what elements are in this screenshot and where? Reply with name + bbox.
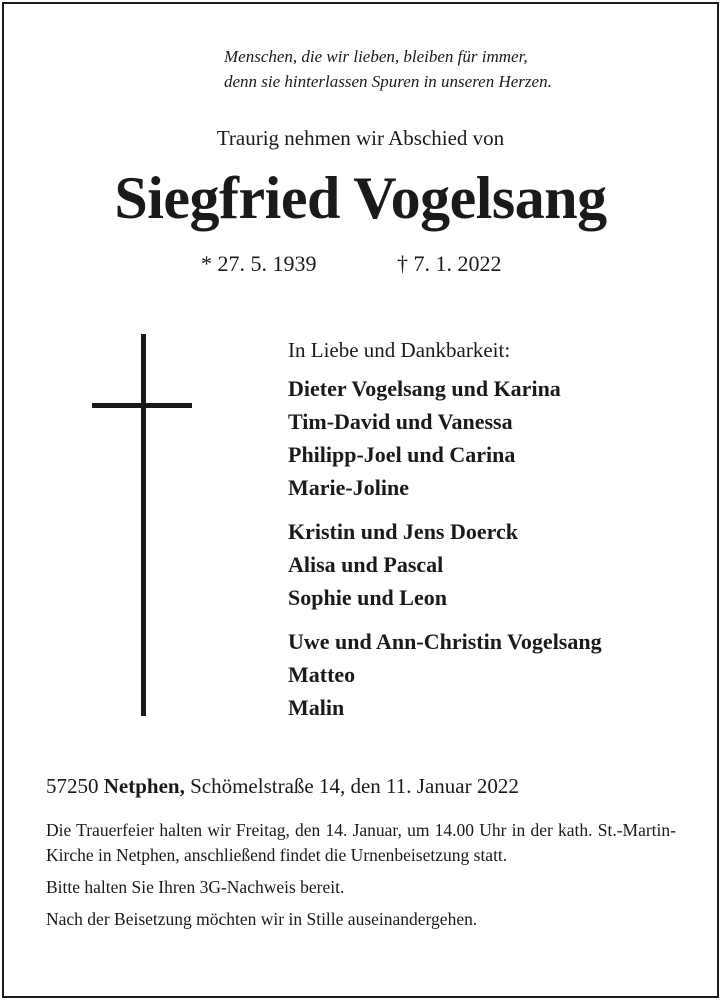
quote-line-1: Menschen, die wir lieben, bleiben für immer, <box>224 47 528 66</box>
funeral-note: Die Trauerfeier halten wir Freitag, den 14. Januar, um 14.00 Uhr in der kath. St.-Martin-Kirche in Netphen, anschließend findet die Urnenbeisetzung statt. <box>46 820 676 865</box>
quote-line-2: denn sie hinterlassen Spuren in unseren Herzen. <box>224 72 552 91</box>
mourner-name: Sophie und Leon <box>288 585 447 610</box>
mourner-group <box>288 372 708 504</box>
street-and-date: Schömelstraße 14, den 11. Januar 2022 <box>190 774 519 798</box>
cross-horizontal-bar <box>92 403 192 408</box>
mourners-list <box>288 336 708 735</box>
cross-vertical-bar <box>141 334 146 716</box>
mourner-group <box>288 625 708 724</box>
death-date: † 7. 1. 2022 <box>397 251 502 276</box>
funeral-note: Nach der Beisetzung möchten wir in Stille auseinandergehen. <box>46 909 478 929</box>
intro-text: Traurig nehmen wir Abschied von <box>216 126 505 150</box>
mourner-name: Malin <box>288 695 345 720</box>
deceased-name: Siegfried Vogelsang <box>114 165 607 231</box>
mourners-intro: In Liebe und Dankbarkeit: <box>288 338 511 362</box>
memorial-quote <box>224 44 694 94</box>
mourner-group <box>288 515 708 614</box>
funeral-note: Bitte halten Sie Ihren 3G-Nachweis bereit. <box>46 877 345 897</box>
funeral-notes <box>46 818 676 939</box>
mourner-name: Uwe und Ann-Christin Vogelsang <box>288 629 602 654</box>
mourner-name: Tim-David und Vanessa <box>288 409 513 434</box>
mourner-name: Alisa und Pascal <box>288 552 444 577</box>
place-and-date <box>46 772 519 800</box>
mourner-name: Marie-Joline <box>288 475 409 500</box>
mourner-name: Kristin und Jens Doerck <box>288 519 519 544</box>
zip-code: 57250 <box>46 774 99 798</box>
city-name: Netphen, <box>103 774 185 798</box>
mourner-name: Dieter Vogelsang und Karina <box>288 376 561 401</box>
mourner-name: Matteo <box>288 662 356 687</box>
birth-date: * 27. 5. 1939 <box>201 251 317 276</box>
mourner-name: Philipp-Joel und Carina <box>288 442 516 467</box>
